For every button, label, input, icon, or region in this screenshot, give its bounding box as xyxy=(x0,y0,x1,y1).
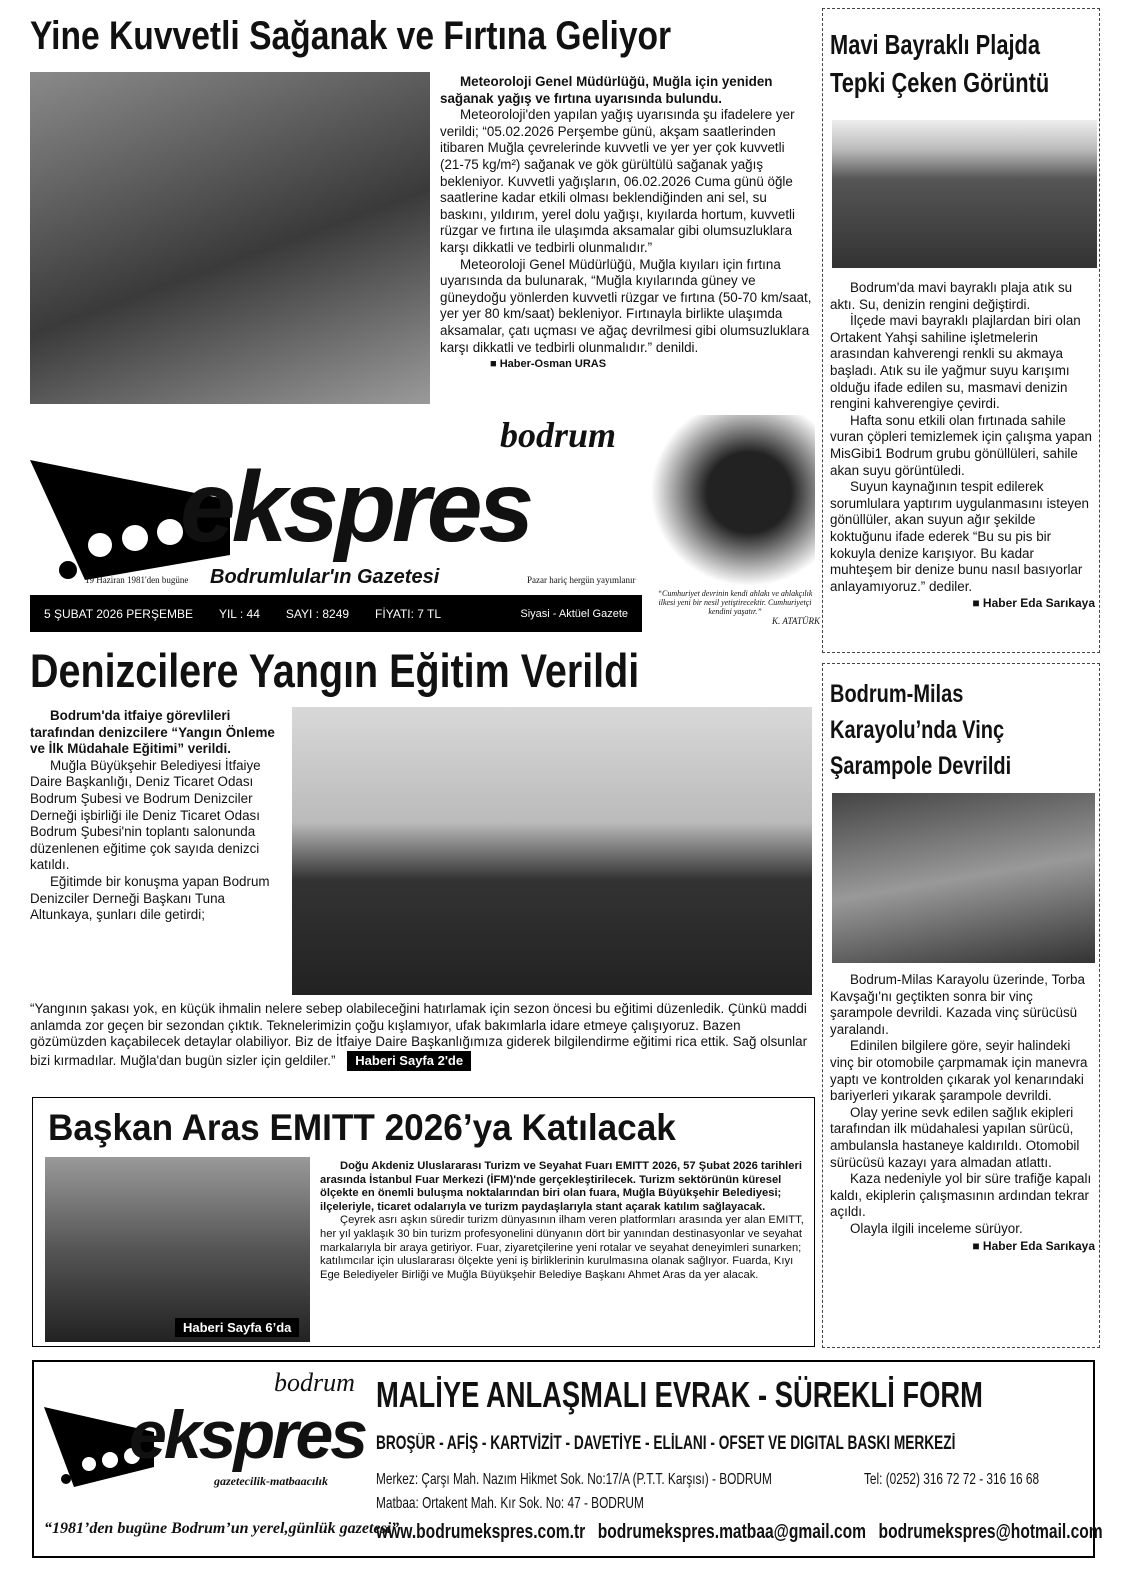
email-link[interactable]: bodrumekspres.matbaa@gmail.com xyxy=(597,1521,867,1543)
logo-small: bodrum xyxy=(274,1368,355,1397)
ataturk-quote: “Cumhuriyet devrinin kendi ahlakı ve ahlakçılık ilkesi yeni bir nesil yetiştirecektir. Cumhuriyetçi kendini yaşatır.” xyxy=(657,589,813,616)
article-headline: Denizcilere Yangın Eğitim Verildi xyxy=(30,644,640,697)
article-lead: Doğu Akdeniz Uluslararası Turizm ve Seyahat Fuarı EMITT 2026, 57 Şubat 2026 tarihleri arasında İstanbul Fuar Merkezi (İFM)'nde gerçekleştirilecek. Turizm sektörünün küresel ölçekte en önemli buluşma noktalarından biri olan fuara, Muğla Büyükşehir Belediyesi; ilçeleriyle, ticaret odalarıyla ve turizm paydaşlarıyla stant açarak katılım sağlayacak. xyxy=(320,1160,802,1213)
issue-number: SAYI : 8249 xyxy=(285,606,350,621)
quote-block xyxy=(650,589,820,626)
logo-subtitle: gazetecilik-matbaacılık xyxy=(214,1474,328,1488)
address-print: Matbaa: Ortakent Mah. Kır Sok. No: 47 - BODRUM xyxy=(376,1495,644,1512)
quote-author: K. ATATÜRK xyxy=(771,616,820,626)
ataturk-portrait xyxy=(650,415,815,587)
paragraph: Edinilen bilgilere göre, seyir halindeki vinç bir otomobile çarpmamak için manevra yaptı ve kontrolden çıkarak yol kenarındaki bariyerleri yıkarak şarampole devrildi. xyxy=(830,1038,1088,1104)
paragraph: Çeyrek asrı aşkın süredir turizm dünyasının ilham veren platformları arasında yer alan EMITT, her yıl yaklaşık 30 bin turizm profesyonelini dünyanın dört bir yanından destinasyonlar ve seyahat markalarıyla bir araya getiriyor. Fuar, ziyaretçilerine yeni rotalar ve seyahat deneyimleri sunarken; katılımcılar için uluslararası ölçekte yeni iş birliklerinin kurulmasına olanak sağlıyor. Fuarda, Kıyı Ege Belediyeler Birliği ve Muğla Büyükşehir Belediye Başkanı Ahmet Aras da yer alacak. xyxy=(320,1214,804,1281)
article-body xyxy=(30,708,285,924)
paragraph: Olay yerine sevk edilen sağlık ekipleri tarafından ilk müdahalesi yapılan sürücü, ambulansla hastaneye kaldırıldı. Otomobil sürücüsü kazayı yara almadan atlattı. xyxy=(830,1104,1080,1170)
logo-name: ekspres xyxy=(180,451,531,563)
byline: ■ Haber Eda Sarıkaya xyxy=(972,596,1095,611)
article-headline: Başkan Aras EMITT 2026’ya Katılacak xyxy=(48,1107,676,1148)
paragraph: “Yangının şakası yok, en küçük ihmalin nelere sebep olabileceğini hatırlamak için sezon öncesi bu eğitimi düzenledik. Çünkü maddi anlamda zor geçen bir sezondan çıktık. Teknelerimizin çoğu kışlamıyor, ufak bakımlarla idare etmeye çalışıyoruz. Bazen gözümüzden kaçabilecek detaylar olabiliyor. Biz de İtfaiye Daire Başkanlığımıza giderek bilgilendirme eğitimi rica ettik. Sağ olsunlar bizi kırmadılar. Muğla'dan bugün sizler için geldiler.” xyxy=(30,1001,808,1068)
issue-date: 5 ŞUBAT 2026 PERŞEMBE xyxy=(44,606,193,621)
paragraph: Hafta sonu etkili olan fırtınada sahile vuran çöpleri temizlemek için çalışma yapan MisGibi1 Bodrum grubu gönüllüleri, sahile akan suyu görüntüledi. xyxy=(830,412,1092,478)
paragraph: Eğitimde bir konuşma yapan Bodrum Denizciler Derneği Başkanı Tuna Altunkaya, şunları dile getirdi; xyxy=(30,873,270,923)
article-lead: Bodrum'da itfaiye görevlileri tarafından denizcilere “Yangın Önleme ve İlk Müdahale Eğitimi” verildi. xyxy=(30,708,275,757)
beach-photo xyxy=(832,120,1097,268)
paragraph: Olayla ilgili inceleme sürüyor. xyxy=(850,1220,1023,1236)
ad-contacts xyxy=(376,1520,1103,1544)
paragraph: Suyun kaynağının tespit edilerek sorumlulara yaptırım uygulanmasını isteyen gönüllüler, akan suyun ağır şekilde koktuğunu ifade ederek “Bu su pis bir kokuyla denize karışıyor. Bu kadar muhteşem bir denize bunu nasıl basıyorlar anlayamıyoruz.” dediler. xyxy=(830,479,1089,594)
fair-photo xyxy=(45,1157,310,1342)
article-body xyxy=(320,1160,810,1282)
byline: ■ Haber-Osman URAS xyxy=(490,358,607,371)
paragraph: Bodrum-Milas Karayolu üzerinde, Torba Kavşağı'nı geçtikten sonra bir vinç şarampole devrildi. Kazada vinç sürücüsü yaralandı. xyxy=(830,972,1085,1037)
since-text: 19 Haziran 1981'den bugüne xyxy=(85,575,189,585)
continued-link[interactable]: Haberi Sayfa 6’da xyxy=(175,1318,299,1337)
article-body xyxy=(440,74,812,373)
print-shop-ad xyxy=(32,1360,1103,1558)
motto: “1981’den bugüne Bodrum’un yerel,günlük gazetesi” xyxy=(44,1520,400,1537)
phone: Tel: (0252) 316 72 72 - 316 16 68 xyxy=(864,1471,1040,1488)
paragraph: Muğla Büyükşehir Belediyesi İtfaiye Daire Başkanlığı, Deniz Ticaret Odası Bodrum Şubesi ve Bodrum Denizciler Derneği işbirliği ile Deniz Ticaret Odası Bodrum Şubesi'nin toplantı salonunda düzenlenen eğitime çok sayıda denizci katıldı. xyxy=(30,757,261,873)
paragraph: Bodrum'da mavi bayraklı plaja atık su aktı. Su, denizin rengini değiştirdi. xyxy=(830,280,1073,312)
paragraph: İlçede mavi bayraklı plajlardan biri olan Ortakent Yahşi sahiline işletmelerin arasından kahverengi renkli su akmaya başladı. Atık su ile yağmur suyu karışımı olduğu ifade edilen su, masmavi denizin rengini kahverengiye çevirdi. xyxy=(830,313,1081,412)
issue-bar xyxy=(30,595,642,632)
article-headline: Bodrum-Milas Karayolu’nda Vinç Şarampole Devrildi xyxy=(830,680,1012,780)
ad-services: BROŞÜR - AFİŞ - KARTVİZİT - DAVETİYE - ELİLANI - OFSET VE DIGITAL BASKI MERKEZİ xyxy=(376,1433,956,1454)
paper-type: Siyasi - Aktüel Gazete xyxy=(520,607,628,620)
byline: ■ Haber Eda Sarıkaya xyxy=(972,1238,1095,1253)
article-lead: Meteoroloji Genel Müdürlüğü, Muğla için yeniden sağanak yağış ve fırtına uyarısında bulundu. xyxy=(440,74,773,106)
training-photo xyxy=(292,707,812,995)
paragraph: Meteoroloji'den yapılan yağış uyarısında şu ifadelere yer verildi; “05.02.2026 Perşembe günü, akşam saatlerinden itibaren Muğla çevrelerinde kuvvetli ve yer yer çok kuvvetli (21-75 kg/m²) sağanak ve gök gürültülü sağanak yağış bekleniyor. Kuvvetli yağışların, 06.02.2026 Cuma günü öğle saatlerine kadar etkili olması beklendiğinden ani sel, su baskını, yıldırım, yerel dolu yağışı, kıyılarda hortum, kuvvetli rüzgar ve fırtına ile ulaşımda aksamalar gibi olumsuzluklara karşı dikkatli ve tedbirli olunmalıdır.” xyxy=(440,107,795,255)
continued-link[interactable]: Haberi Sayfa 2'de xyxy=(347,1051,471,1072)
article-body-continued xyxy=(30,1001,815,1071)
paragraph: Meteoroloji Genel Müdürlüğü, Muğla kıyıları için fırtına uyarısında da bulunarak, “Muğla kıyılarında güney ve güneydoğu yönlerden kuvvetli rüzgar ve fırtına (50-70 km/saat, yer yer 80 km/saat) bekleniyor. Fırtınayla birlikte ulaşımda aksamalar, çatı uçması ve ağaç devrilmesi gibi olumsuzluklara karşı dikkatli ve tedbirli olunmalıdır.” denildi. xyxy=(440,256,812,355)
logo-small: bodrum xyxy=(500,415,617,455)
paragraph: Kaza nedeniyle yol bir süre trafiğe kapalı kaldı, ekiplerin çalışmasının ardından tekrar açıldı. xyxy=(830,1171,1092,1220)
issue-year: YIL : 44 xyxy=(218,606,260,621)
article-headline: Yine Kuvvetli Sağanak ve Fırtına Geliyor xyxy=(30,14,672,58)
issue-price: FİYATI: 7 TL xyxy=(375,606,442,621)
article-body xyxy=(830,972,1095,1254)
slogan: Bodrumlular'ın Gazetesi xyxy=(210,566,440,588)
email-link[interactable]: bodrumekspres@hotmail.com xyxy=(878,1521,1103,1543)
storm-photo xyxy=(30,72,430,404)
logo-name: ekspres xyxy=(129,1397,366,1473)
website-link[interactable]: www.bodrumekspres.com.tr xyxy=(376,1521,586,1543)
address-center: Merkez: Çarşı Mah. Nazım Hikmet Sok. No:17/A (P.T.T. Karşısı) - BODRUM xyxy=(376,1471,772,1488)
article-headline: Mavi Bayraklı Plajda Tepki Çeken Görüntü xyxy=(830,29,1050,98)
masthead xyxy=(30,415,820,635)
crane-accident-photo xyxy=(832,793,1095,963)
ad-title: MALİYE ANLAŞMALI EVRAK - SÜREKLİ FORM xyxy=(376,1374,983,1415)
article-body xyxy=(830,280,1095,612)
schedule-text: Pazar hariç hergün yayımlanır xyxy=(527,575,636,585)
